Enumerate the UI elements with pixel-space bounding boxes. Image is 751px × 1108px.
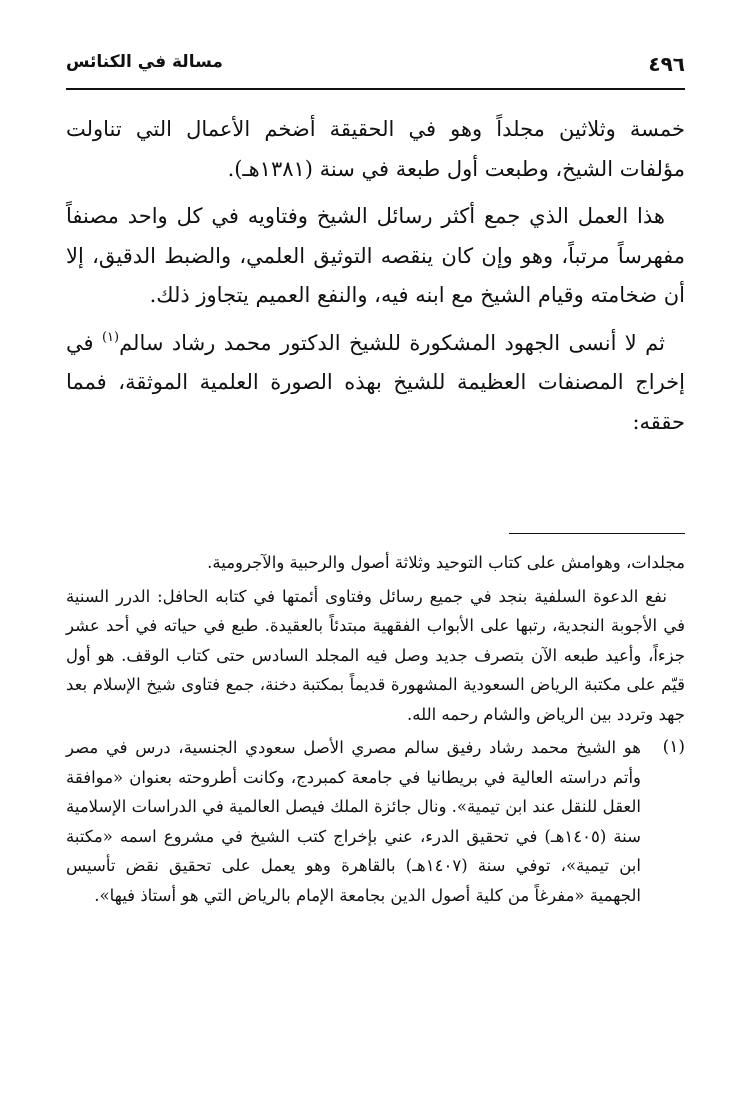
main-paragraph-3-start: ثم لا أنسى الجهود المشكورة للشيخ الدكتور محمد رشاد سالم xyxy=(119,330,665,355)
running-title: مسالة في الكنائس xyxy=(66,52,223,72)
footnote-separator xyxy=(509,533,685,534)
main-paragraph-1: خمسة وثلاثين مجلداً وهو في الحقيقة أضخم الأعمال التي تناولت مؤلفات الشيخ، وطبعت أول طبعة في سنة (١٣٨١هـ). xyxy=(66,117,685,181)
footnote-continuation: مجلدات، وهوامش على كتاب التوحيد وثلاثة أصول والرحبية والآجرومية. xyxy=(207,553,685,572)
main-text xyxy=(66,110,685,450)
main-paragraph-3 xyxy=(66,324,685,443)
footnote-1-number: (١) xyxy=(662,737,685,757)
header-rule xyxy=(66,88,685,90)
main-paragraph-2: هذا العمل الذي جمع أكثر رسائل الشيخ وفتاويه في كل واحد مصنفاً مفهرساً مرتباً، وهو وإن كان ينقصه التوثيق العلمي، والضبط الدقيق، إلا أن ضخامته وقيام الشيخ مع ابنه فيه، والنفع العميم يتجاوز ذلك. xyxy=(66,204,685,307)
main-paragraph-3-rest: في إخراج المصنفات العظيمة للشيخ بهذه الصورة العلمية الموثقة، فمما حققه: xyxy=(66,330,685,434)
footnote-reference[interactable]: (١) xyxy=(101,329,120,345)
footnote-1 xyxy=(66,733,685,910)
footnotes xyxy=(66,548,685,914)
footnote-paragraph: نفع الدعوة السلفية بنجد في جميع رسائل وفتاوى أئمتها في كتابه الحافل: الدرر السنية في الأجوبة النجدية، رتبها على الأبواب الفقهية مبتدئاً بالعقيدة. طبع في حياته في أحد عشر جزءاً، وأعيد طبعه الآن بتصرف جديد وصل فيه المجلد السادس حتى كتاب الوقف. هو أول قيّم على مكتبة الرياض السعودية المشهورة قديماً بمكتبة دخنة، جمع فتاوى شيخ الإسلام بعد جهد وتردد بين الرياض والشام رحمه الله. xyxy=(66,586,685,724)
page-number: ٤٩٦ xyxy=(648,52,685,76)
running-header xyxy=(66,52,685,82)
footnote-1-text: هو الشيخ محمد رشاد رفيق سالم مصري الأصل سعودي الجنسية، درس في مصر وأتم دراسته العالية في بريطانيا في جامعة كمبردج، وكانت أطروحته بعنوان «موافقة العقل للنقل عند ابن تيمية». ونال جائزة الملك فيصل العالمية في الدراسات الإسلامية سنة (١٤٠٥هـ) في تحقيق الدرء، عني بإخراج كتب الشيخ في مشروع اسمه «مكتبة ابن تيمية»، توفي سنة (١٤٠٧هـ) بالقاهرة وهو يعمل على تحقيق نقض تأسيس الجهمية «مفرغاً من كلية أصول الدين بجامعة الإمام بالرياض التي هو أستاذ فيها». xyxy=(66,738,641,905)
